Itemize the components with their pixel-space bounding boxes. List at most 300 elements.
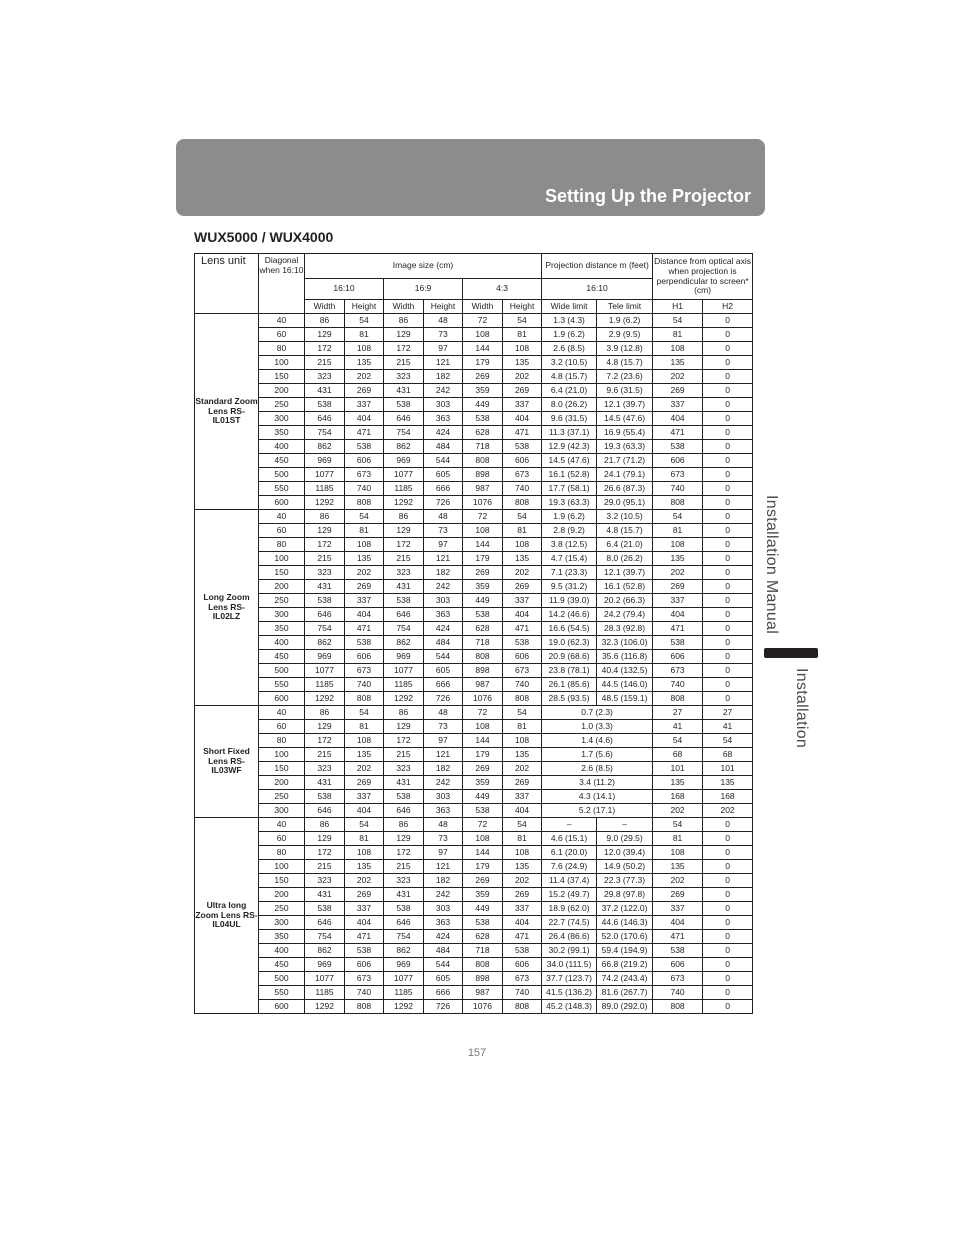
table-cell: 108 bbox=[463, 328, 503, 342]
table-cell: 28.5 (93.5) bbox=[542, 692, 597, 706]
head-distance-axis: Distance from optical axis when projection is perpendicular to screen* (cm) bbox=[653, 254, 753, 300]
table-cell: 135 bbox=[345, 552, 384, 566]
table-row bbox=[195, 692, 753, 706]
table-cell: 24.1 (79.1) bbox=[597, 468, 653, 482]
table-cell: 0 bbox=[703, 888, 753, 902]
table-cell: 0 bbox=[703, 608, 753, 622]
table-cell: 337 bbox=[503, 594, 542, 608]
table-cell: 215 bbox=[384, 356, 424, 370]
table-cell: 673 bbox=[653, 972, 703, 986]
table-cell: 179 bbox=[463, 748, 503, 762]
table-cell: 129 bbox=[384, 524, 424, 538]
diagonal-cell: 200 bbox=[259, 384, 305, 398]
diagonal-cell: 150 bbox=[259, 762, 305, 776]
head-h2: H2 bbox=[703, 300, 753, 314]
table-cell: 3.8 (12.5) bbox=[542, 538, 597, 552]
diagonal-cell: 300 bbox=[259, 412, 305, 426]
table-cell: 740 bbox=[653, 678, 703, 692]
table-cell: 135 bbox=[703, 776, 753, 790]
table-cell: 135 bbox=[653, 860, 703, 874]
table-cell: 72 bbox=[463, 706, 503, 720]
table-cell: 606 bbox=[345, 454, 384, 468]
table-cell: 431 bbox=[384, 384, 424, 398]
table-cell: 740 bbox=[653, 986, 703, 1000]
table-cell: 424 bbox=[424, 426, 463, 440]
table-row bbox=[195, 370, 753, 384]
table-cell: 538 bbox=[653, 944, 703, 958]
table-cell: 606 bbox=[503, 454, 542, 468]
table-cell: 808 bbox=[463, 958, 503, 972]
table-cell: 646 bbox=[305, 804, 345, 818]
table-cell: 121 bbox=[424, 860, 463, 874]
table-cell: 135 bbox=[503, 748, 542, 762]
table-cell: 359 bbox=[463, 776, 503, 790]
table-cell: 404 bbox=[503, 412, 542, 426]
table-cell: 808 bbox=[345, 692, 384, 706]
table-cell: 754 bbox=[384, 426, 424, 440]
table-cell: 22.7 (74.5) bbox=[542, 916, 597, 930]
table-cell: 718 bbox=[463, 440, 503, 454]
table-cell: 144 bbox=[463, 734, 503, 748]
head-aspect-43: 4:3 bbox=[463, 279, 542, 300]
table-cell: 202 bbox=[503, 566, 542, 580]
table-row bbox=[195, 384, 753, 398]
table-cell: 72 bbox=[463, 314, 503, 328]
table-cell: 0 bbox=[703, 944, 753, 958]
table-cell: 1.9 (6.2) bbox=[542, 510, 597, 524]
table-cell: 202 bbox=[703, 804, 753, 818]
table-cell: 135 bbox=[503, 552, 542, 566]
table-cell: 135 bbox=[503, 356, 542, 370]
table-cell: 969 bbox=[384, 650, 424, 664]
head-height: Height bbox=[503, 300, 542, 314]
table-cell: 6.4 (21.0) bbox=[542, 384, 597, 398]
table-row bbox=[195, 608, 753, 622]
table-cell: 606 bbox=[653, 650, 703, 664]
table-cell: 1292 bbox=[305, 692, 345, 706]
table-cell: 404 bbox=[345, 916, 384, 930]
table-cell: 129 bbox=[384, 328, 424, 342]
table-cell: 1.7 (5.6) bbox=[542, 748, 653, 762]
diagonal-cell: 200 bbox=[259, 888, 305, 902]
table-cell: 628 bbox=[463, 622, 503, 636]
diagonal-cell: 400 bbox=[259, 440, 305, 454]
table-cell: 121 bbox=[424, 552, 463, 566]
table-cell: 0 bbox=[703, 482, 753, 496]
table-cell: 108 bbox=[653, 342, 703, 356]
table-cell: 30.2 (99.1) bbox=[542, 944, 597, 958]
table-cell: 202 bbox=[345, 370, 384, 384]
table-cell: 1076 bbox=[463, 1000, 503, 1014]
table-cell: 108 bbox=[503, 846, 542, 860]
table-cell: 14.2 (46.6) bbox=[542, 608, 597, 622]
table-cell: 808 bbox=[463, 650, 503, 664]
table-cell: 969 bbox=[305, 454, 345, 468]
table-cell: 20.2 (66.3) bbox=[597, 594, 653, 608]
table-cell: 538 bbox=[503, 440, 542, 454]
table-cell: 72 bbox=[463, 510, 503, 524]
table-cell: 0 bbox=[703, 636, 753, 650]
table-cell: 7.2 (23.6) bbox=[597, 370, 653, 384]
table-cell: 449 bbox=[463, 398, 503, 412]
head-projection-distance: Projection distance m (feet) bbox=[542, 254, 653, 279]
table-cell: 3.2 (10.5) bbox=[597, 510, 653, 524]
table-cell: 28.3 (92.8) bbox=[597, 622, 653, 636]
table-row bbox=[195, 720, 753, 734]
head-h1: H1 bbox=[653, 300, 703, 314]
table-row bbox=[195, 790, 753, 804]
head-width: Width bbox=[463, 300, 503, 314]
table-cell: 81.6 (267.7) bbox=[597, 986, 653, 1000]
table-cell: 6.4 (21.0) bbox=[597, 538, 653, 552]
table-cell: 0 bbox=[703, 678, 753, 692]
table-cell: 16.1 (52.8) bbox=[542, 468, 597, 482]
table-cell: 0 bbox=[703, 398, 753, 412]
table-cell: 54 bbox=[503, 706, 542, 720]
table-cell: 0 bbox=[703, 580, 753, 594]
diagonal-cell: 550 bbox=[259, 482, 305, 496]
table-row bbox=[195, 804, 753, 818]
table-cell: 108 bbox=[463, 720, 503, 734]
table-cell: 9.6 (31.5) bbox=[542, 412, 597, 426]
table-row bbox=[195, 328, 753, 342]
table-cell: 898 bbox=[463, 972, 503, 986]
table-row bbox=[195, 706, 753, 720]
table-cell: 108 bbox=[345, 734, 384, 748]
table-cell: 538 bbox=[305, 594, 345, 608]
diagonal-cell: 250 bbox=[259, 902, 305, 916]
diagonal-cell: 150 bbox=[259, 874, 305, 888]
table-cell: 538 bbox=[463, 608, 503, 622]
diagonal-cell: 350 bbox=[259, 426, 305, 440]
lens-name: Long Zoom Lens RS-IL02LZ bbox=[195, 510, 259, 706]
table-cell: 168 bbox=[653, 790, 703, 804]
table-row bbox=[195, 748, 753, 762]
table-cell: 108 bbox=[463, 832, 503, 846]
table-row bbox=[195, 622, 753, 636]
table-cell: 1076 bbox=[463, 692, 503, 706]
table-row bbox=[195, 342, 753, 356]
table-cell: 740 bbox=[503, 678, 542, 692]
table-cell: 269 bbox=[345, 384, 384, 398]
head-height: Height bbox=[424, 300, 463, 314]
table-cell: 202 bbox=[345, 762, 384, 776]
table-cell: 0 bbox=[703, 440, 753, 454]
table-cell: 135 bbox=[503, 860, 542, 874]
table-cell: 431 bbox=[305, 888, 345, 902]
table-cell: 0 bbox=[703, 874, 753, 888]
table-cell: 86 bbox=[305, 818, 345, 832]
table-cell: 242 bbox=[424, 580, 463, 594]
diagonal-cell: 450 bbox=[259, 650, 305, 664]
table-cell: 538 bbox=[345, 944, 384, 958]
table-cell: 431 bbox=[384, 776, 424, 790]
table-cell: 337 bbox=[345, 902, 384, 916]
table-cell: 471 bbox=[503, 426, 542, 440]
diagonal-cell: 60 bbox=[259, 720, 305, 734]
table-cell: 323 bbox=[384, 566, 424, 580]
table-cell: 605 bbox=[424, 972, 463, 986]
table-cell: 269 bbox=[345, 580, 384, 594]
table-cell: 471 bbox=[653, 930, 703, 944]
table-cell: 4.8 (15.7) bbox=[597, 356, 653, 370]
table-cell: 37.2 (122.0) bbox=[597, 902, 653, 916]
table-cell: 0 bbox=[703, 328, 753, 342]
table-cell: 11.3 (37.1) bbox=[542, 426, 597, 440]
table-cell: 431 bbox=[384, 580, 424, 594]
table-cell: 17.7 (58.1) bbox=[542, 482, 597, 496]
table-cell: 484 bbox=[424, 944, 463, 958]
table-cell: 34.0 (111.5) bbox=[542, 958, 597, 972]
table-cell: 19.3 (63.3) bbox=[597, 440, 653, 454]
table-cell: 1185 bbox=[384, 678, 424, 692]
table-cell: 202 bbox=[345, 566, 384, 580]
diagonal-cell: 400 bbox=[259, 636, 305, 650]
table-cell: 3.9 (12.8) bbox=[597, 342, 653, 356]
table-cell: 337 bbox=[503, 790, 542, 804]
side-tab-manual-label: Installation Manual bbox=[763, 495, 780, 635]
table-cell: 1076 bbox=[463, 496, 503, 510]
table-cell: 808 bbox=[653, 1000, 703, 1014]
table-cell: 449 bbox=[463, 594, 503, 608]
table-cell: 101 bbox=[703, 762, 753, 776]
head-width: Width bbox=[305, 300, 345, 314]
table-cell: 898 bbox=[463, 468, 503, 482]
table-row bbox=[195, 832, 753, 846]
table-cell: 135 bbox=[653, 356, 703, 370]
table-cell: 2.6 (8.5) bbox=[542, 342, 597, 356]
diagonal-cell: 300 bbox=[259, 804, 305, 818]
table-cell: 26.4 (86.6) bbox=[542, 930, 597, 944]
table-cell: 673 bbox=[345, 972, 384, 986]
table-cell: 673 bbox=[653, 468, 703, 482]
table-cell: 404 bbox=[653, 916, 703, 930]
table-cell: 606 bbox=[503, 958, 542, 972]
table-cell: 81 bbox=[503, 524, 542, 538]
table-cell: 754 bbox=[305, 930, 345, 944]
table-cell: 323 bbox=[305, 874, 345, 888]
table-cell: 628 bbox=[463, 426, 503, 440]
table-cell: 538 bbox=[384, 398, 424, 412]
table-cell: 9.0 (29.5) bbox=[597, 832, 653, 846]
table-cell: 363 bbox=[424, 804, 463, 818]
table-cell: 7.1 (23.3) bbox=[542, 566, 597, 580]
table-cell: 81 bbox=[653, 524, 703, 538]
table-cell: 202 bbox=[653, 874, 703, 888]
diagonal-cell: 80 bbox=[259, 846, 305, 860]
table-cell: 54 bbox=[653, 510, 703, 524]
diagonal-cell: 40 bbox=[259, 818, 305, 832]
table-cell: 179 bbox=[463, 356, 503, 370]
table-cell: 666 bbox=[424, 986, 463, 1000]
table-cell: 81 bbox=[345, 832, 384, 846]
table-cell: 0 bbox=[703, 412, 753, 426]
table-cell: 168 bbox=[703, 790, 753, 804]
table-cell: 538 bbox=[463, 412, 503, 426]
table-cell: 81 bbox=[653, 832, 703, 846]
table-cell: 363 bbox=[424, 412, 463, 426]
table-cell: 269 bbox=[463, 874, 503, 888]
table-cell: 172 bbox=[384, 538, 424, 552]
table-cell: 11.4 (37.4) bbox=[542, 874, 597, 888]
table-cell: 337 bbox=[653, 398, 703, 412]
table-cell: 54 bbox=[503, 314, 542, 328]
table-cell: 484 bbox=[424, 636, 463, 650]
table-cell: 11.9 (39.0) bbox=[542, 594, 597, 608]
diagonal-cell: 400 bbox=[259, 944, 305, 958]
table-cell: 81 bbox=[345, 328, 384, 342]
diagonal-cell: 550 bbox=[259, 986, 305, 1000]
table-cell: 48 bbox=[424, 818, 463, 832]
table-cell: 862 bbox=[384, 944, 424, 958]
table-cell: 740 bbox=[653, 482, 703, 496]
table-cell: 0 bbox=[703, 650, 753, 664]
table-cell: 86 bbox=[384, 510, 424, 524]
table-cell: 673 bbox=[503, 468, 542, 482]
table-cell: 969 bbox=[384, 454, 424, 468]
table-cell: 129 bbox=[305, 524, 345, 538]
table-cell: 0 bbox=[703, 986, 753, 1000]
table-cell: 129 bbox=[384, 832, 424, 846]
table-cell: 41 bbox=[703, 720, 753, 734]
page-number: 157 bbox=[467, 1047, 487, 1059]
table-row bbox=[195, 930, 753, 944]
table-cell: 538 bbox=[345, 440, 384, 454]
table-row bbox=[195, 636, 753, 650]
table-cell: 172 bbox=[384, 342, 424, 356]
table-cell: 215 bbox=[384, 748, 424, 762]
table-cell: 29.8 (97.8) bbox=[597, 888, 653, 902]
table-cell: 81 bbox=[345, 524, 384, 538]
table-cell: 108 bbox=[503, 342, 542, 356]
table-cell: 182 bbox=[424, 762, 463, 776]
section-title: WUX5000 / WUX4000 bbox=[194, 229, 334, 245]
table-cell: 54 bbox=[653, 314, 703, 328]
table-cell: 969 bbox=[305, 958, 345, 972]
diagonal-cell: 550 bbox=[259, 678, 305, 692]
table-cell: 808 bbox=[503, 1000, 542, 1014]
head-image-size: Image size (cm) bbox=[305, 254, 542, 279]
table-cell: 404 bbox=[345, 804, 384, 818]
table-cell: 718 bbox=[463, 636, 503, 650]
table-cell: 172 bbox=[305, 846, 345, 860]
table-cell: 4.7 (15.4) bbox=[542, 552, 597, 566]
table-cell: 73 bbox=[424, 328, 463, 342]
table-cell: 0 bbox=[703, 426, 753, 440]
table-cell: 303 bbox=[424, 594, 463, 608]
table-cell: 86 bbox=[305, 510, 345, 524]
table-cell: 0 bbox=[703, 370, 753, 384]
header-band bbox=[176, 139, 765, 216]
diagonal-cell: 600 bbox=[259, 1000, 305, 1014]
table-cell: 27 bbox=[703, 706, 753, 720]
table-cell: 0 bbox=[703, 314, 753, 328]
table-cell: 1.9 (6.2) bbox=[542, 328, 597, 342]
table-cell: 538 bbox=[384, 790, 424, 804]
table-cell: 363 bbox=[424, 608, 463, 622]
table-cell: 54 bbox=[345, 510, 384, 524]
diagonal-cell: 300 bbox=[259, 916, 305, 930]
table-cell: 48.5 (159.1) bbox=[597, 692, 653, 706]
table-cell: 179 bbox=[463, 860, 503, 874]
table-cell: 108 bbox=[345, 538, 384, 552]
table-cell: 628 bbox=[463, 930, 503, 944]
table-row bbox=[195, 314, 753, 328]
table-cell: 538 bbox=[503, 636, 542, 650]
table-row bbox=[195, 678, 753, 692]
table-row bbox=[195, 888, 753, 902]
table-cell: 202 bbox=[503, 762, 542, 776]
diagonal-cell: 60 bbox=[259, 524, 305, 538]
table-cell: 808 bbox=[503, 692, 542, 706]
table-cell: 323 bbox=[305, 566, 345, 580]
table-cell: 404 bbox=[345, 412, 384, 426]
table-cell: 44.6 (146.3) bbox=[597, 916, 653, 930]
table-cell: 337 bbox=[503, 398, 542, 412]
table-row bbox=[195, 468, 753, 482]
table-cell: 544 bbox=[424, 650, 463, 664]
table-cell: 45.2 (148.3) bbox=[542, 1000, 597, 1014]
table-cell: 3.4 (11.2) bbox=[542, 776, 653, 790]
table-cell: 1292 bbox=[305, 1000, 345, 1014]
table-cell: 9.5 (31.2) bbox=[542, 580, 597, 594]
table-cell: 404 bbox=[503, 804, 542, 818]
table-row bbox=[195, 664, 753, 678]
table-cell: 86 bbox=[305, 706, 345, 720]
table-cell: 1185 bbox=[384, 482, 424, 496]
table-cell: 646 bbox=[305, 608, 345, 622]
table-cell: 0 bbox=[703, 958, 753, 972]
table-cell: 32.3 (106.0) bbox=[597, 636, 653, 650]
table-cell: 726 bbox=[424, 692, 463, 706]
table-cell: 754 bbox=[384, 930, 424, 944]
table-cell: 269 bbox=[653, 580, 703, 594]
table-cell: 81 bbox=[503, 720, 542, 734]
table-cell: 646 bbox=[305, 412, 345, 426]
table-cell: – bbox=[542, 818, 597, 832]
table-cell: 172 bbox=[384, 734, 424, 748]
table-cell: 269 bbox=[653, 384, 703, 398]
table-cell: 969 bbox=[384, 958, 424, 972]
head-tele-limit: Tele limit bbox=[597, 300, 653, 314]
table-cell: 182 bbox=[424, 566, 463, 580]
table-cell: 202 bbox=[345, 874, 384, 888]
table-cell: 1.4 (4.6) bbox=[542, 734, 653, 748]
table-cell: 269 bbox=[345, 776, 384, 790]
table-cell: 449 bbox=[463, 790, 503, 804]
table-cell: 726 bbox=[424, 1000, 463, 1014]
table-cell: 14.5 (47.6) bbox=[597, 412, 653, 426]
table-cell: 337 bbox=[345, 594, 384, 608]
diagonal-cell: 80 bbox=[259, 538, 305, 552]
table-cell: 808 bbox=[345, 496, 384, 510]
table-cell: 337 bbox=[345, 790, 384, 804]
table-cell: 808 bbox=[653, 496, 703, 510]
table-row bbox=[195, 916, 753, 930]
table-cell: 54 bbox=[345, 818, 384, 832]
table-cell: 48 bbox=[424, 706, 463, 720]
table-cell: 202 bbox=[653, 566, 703, 580]
table-cell: 72 bbox=[463, 818, 503, 832]
table-cell: 73 bbox=[424, 832, 463, 846]
diagonal-cell: 100 bbox=[259, 552, 305, 566]
table-cell: 54 bbox=[653, 818, 703, 832]
table-cell: 12.0 (39.4) bbox=[597, 846, 653, 860]
diagonal-cell: 350 bbox=[259, 622, 305, 636]
table-cell: 605 bbox=[424, 468, 463, 482]
table-cell: 40.4 (132.5) bbox=[597, 664, 653, 678]
table-cell: 135 bbox=[653, 552, 703, 566]
